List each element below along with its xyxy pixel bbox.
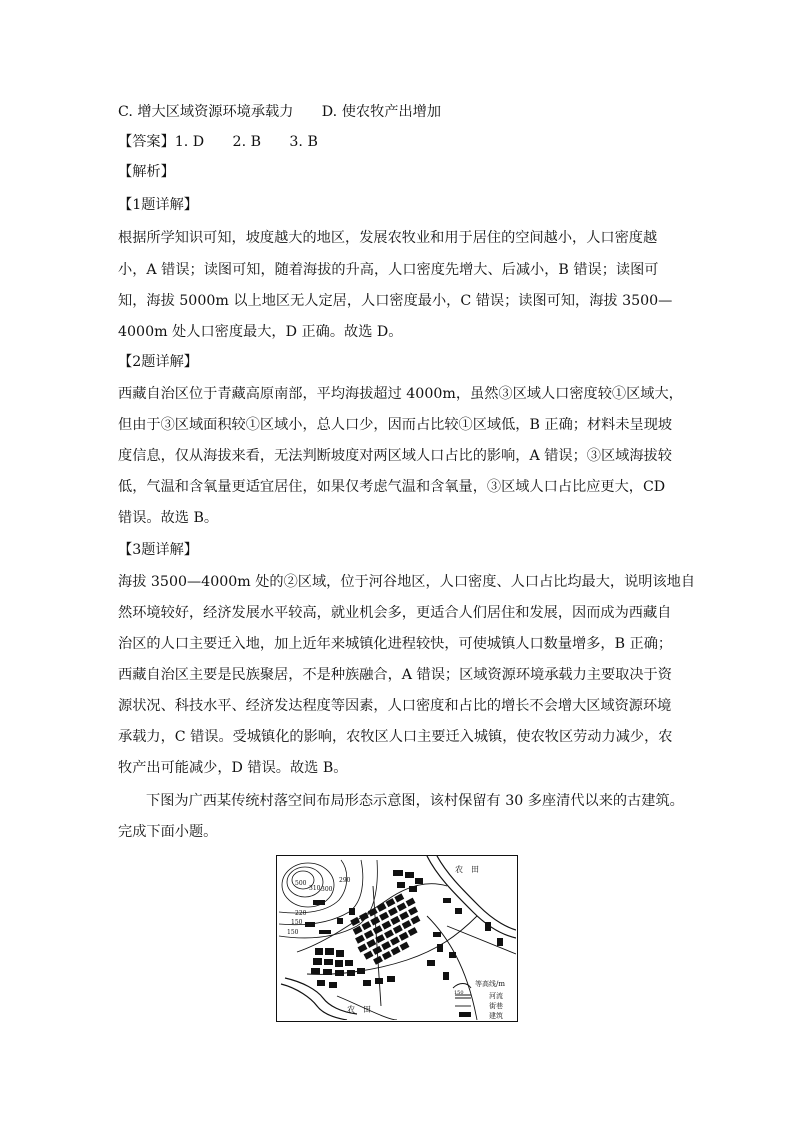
contour-label: 500 [295,880,307,887]
contour-label: 300 [321,886,333,893]
q3-text: 西藏自治区主要是民族聚居，不是种族融合，A 错误；区域资源环境承载力主要取决于资 [118,667,672,683]
q1-text: 4000m 处人口密度最大，D 正确。故选 D。 [118,324,403,340]
q2-text: 西藏自治区位于青藏高原南部，平均海拔超过 4000m，虽然③区域人口密度较①区域大， [118,386,683,402]
q3-text: 承载力，C 错误。受城镇化的影响，农牧区人口主要迁入城镇，使农牧区劳动力减少，农 [118,729,673,745]
option-c-d: C. 增大区域资源环境承载力 D. 使农牧产出增加 [118,104,442,120]
q3-text: 治区的人口主要迁入地，加上近年来城镇化进程较快，可使城镇人口数量增多，B 正确； [118,636,673,652]
q3-text: 源状况、科技水平、经济发达程度等因素，人口密度和占比的增长不会增大区域资源环境 [118,698,672,714]
field-label-farmland: 农 田 [347,1005,371,1014]
analysis-heading: 【解析】 [118,164,175,180]
q3-text: 海拔 3500—4000m 处的②区域，位于河谷地区，人口密度、人口占比均最大，说明该地自 [118,574,696,590]
q2-text: 但由于③区域面积较①区域小，总人口少，因而占比较①区域低，B 正确；材料未呈现坡 [118,417,673,433]
buildings [305,870,503,988]
answer-line: 【答案】1. D 2. B 3. B [118,134,318,150]
q2-text: 度信息，仅从海拔来看，无法判断坡度对两区域人口占比的影响，A 错误；③区域海拔较 [118,448,672,464]
intro-text: 下图为广西某传统村落空间布局形态示意图，该村保留有 30 多座清代以来的古建筑。 [146,793,684,809]
q3-heading: 【3题详解】 [118,542,198,558]
contour-label: 220 [295,910,307,917]
q1-text: 知，海拔 5000m 以上地区无人定居，人口密度最小，C 错误；读图可知，海拔 3500— [118,293,673,309]
contour-label: 150 [291,919,303,926]
legend-building: 建筑 [489,1012,503,1020]
river [281,856,516,1020]
q1-text: 根据所学知识可知，坡度越大的地区，发展农牧业和用于居住的空间越小，人口密度越 [118,230,658,246]
q1-heading: 【1题详解】 [118,197,198,213]
q2-heading: 【2题详解】 [118,354,198,370]
legend-contour: 等高线/m [475,980,505,988]
contour-label: 290 [339,877,351,884]
q3-text: 然环境较好，经济发展水平较高，就业机会多，更适合人们居住和发展，因而成为西藏自 [118,605,672,621]
legend-river: 河流 [489,992,503,1000]
legend-sample-contour: 150 [454,990,464,996]
map-legend [453,979,505,1020]
intro-text: 完成下面小题。 [118,824,218,840]
q3-text: 牧产出可能减少，D 错误。故选 B。 [118,760,348,776]
legend-street: 街巷 [489,1002,503,1010]
contour-label: 150 [287,929,299,936]
q2-text: 低，气温和含氧量更适宜居住，如果仅考虑气温和含氧量，③区域人口占比应更大，CD [118,479,666,495]
contour-label: 310 [309,885,321,892]
q2-text: 错误。故选 B。 [118,510,219,526]
village-layout-map [276,855,518,1022]
q1-text: 小，A 错误；读图可知，随着海拔的升高，人口密度先增大、后减小，B 错误；读图可 [118,262,659,278]
field-label-farmland: 农 田 [455,865,479,874]
